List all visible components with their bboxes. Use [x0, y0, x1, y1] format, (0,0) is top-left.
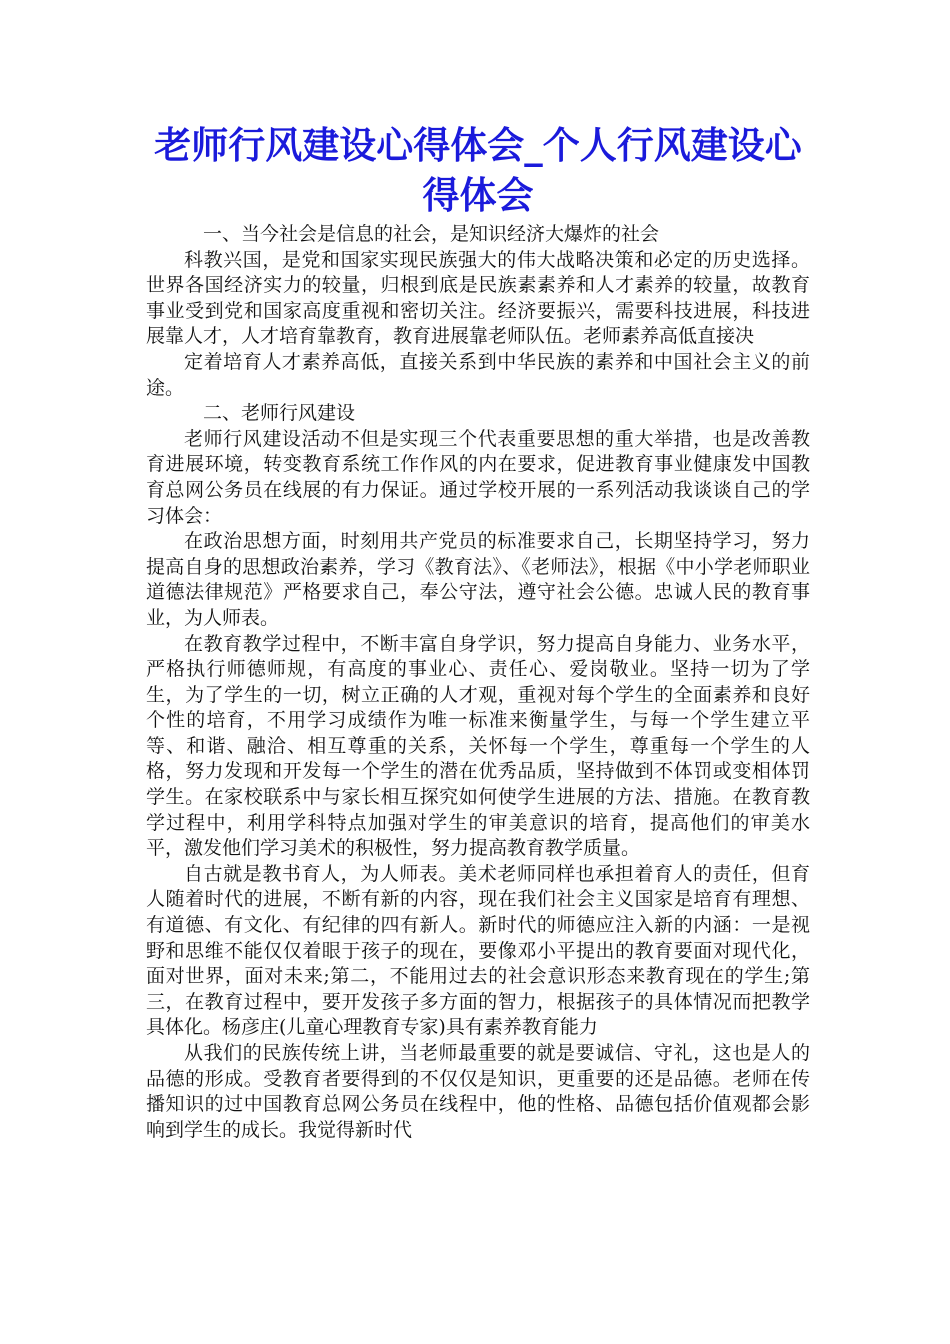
section-heading-2: 二、老师行风建设 — [203, 402, 356, 425]
paragraph-2: 定着培育人才素养高低，直接关系到中华民族的素养和中国社会主义的前途。 — [146, 350, 810, 399]
paragraph-6: 自古就是教书育人，为人师表。美术老师同样也承担着育人的责任，但育人随着时代的进展，不断有新的内容，现在我们社会主义国家是培育有理想、有道德、有文化、有纪律的四有新人。新时代的师德应注入新的内涵：一是视野和思维不能仅仅着眼于孩子的现在，要像邓小平提出的教育要面对现代化，面对世界，面对未来;第二，不能用过去的社会意识形态来教育现在的学生;第三，在教育过程中，要开发孩子多方面的智力，根据孩子的具体情况而把教学具体化。杨彦庄(儿童心理教育专家)具有素养教育能力 — [146, 862, 810, 1039]
paragraph-3: 老师行风建设活动不但是实现三个代表重要思想的重大举措，也是改善教育进展环境，转变教育系统工作作风的内在要求，促进教育事业健康发中国教育总网公务员在线展的有力保证。通过学校开展的一系列活动我谈谈自己的学习体会： — [146, 427, 810, 527]
paragraph-4: 在政治思想方面，时刻用共产党员的标准要求自己，长期坚持学习，努力提高自身的思想政治素养，学习《教育法》、《老师法》，根据《中小学老师职业道德法律规范》严格要求自己，奉公守法，遵守社会公德。忠诚人民的教育事业，为人师表。 — [146, 530, 810, 629]
paragraph-7: 从我们的民族传统上讲，当老师最重要的就是要诚信、守礼，这也是人的品德的形成。受教育者要得到的不仅仅是知识，更重要的还是品德。老师在传播知识的过中国教育总网公务员在线程中，他的性格、品德包括价值观都会影响到学生的成长。我觉得新时代 — [146, 1042, 810, 1141]
paragraph-1: 科教兴国，是党和国家实现民族强大的伟大战略决策和必定的历史选择。世界各国经济实力的较量，归根到底是民族素素养和人才素养的较量，故教育事业受到党和国家高度重视和密切关注。经济要振兴，需要科技进展，科技进展靠人才，人才培育靠教育，教育进展靠老师队伍。老师素养高低直接决 — [146, 248, 810, 348]
section-heading-1: 一、当今社会是信息的社会，是知识经济大爆炸的社会 — [203, 223, 660, 245]
document-title: 老师行风建设心得体会_个人行风建设心得体会 — [154, 123, 802, 217]
paragraph-5: 在教育教学过程中，不断丰富自身学识，努力提高自身能力、业务水平，严格执行师德师规，有高度的事业心、责任心、爱岗敬业。坚持一切为了学生，为了学生的一切，树立正确的人才观，重视对每个学生的全面素养和良好个性的培育，不用学习成绩作为唯一标准来衡量学生，与每一个学生建立平等、和谐、融洽、相互尊重的关系，关怀每一个学生，尊重每一个学生的人格，努力发现和开发每一个学生的潜在优秀品质，坚持做到不体罚或变相体罚学生。在家校联系中与家长相互探究如何使学生进展的方法、措施。在教育教学过程中，利用学科特点加强对学生的审美意识的培育，提高他们的审美水平，激发他们学习美术的积极性，努力提高教育教学质量。 — [146, 632, 810, 860]
document-page — [146, 120, 810, 1143]
